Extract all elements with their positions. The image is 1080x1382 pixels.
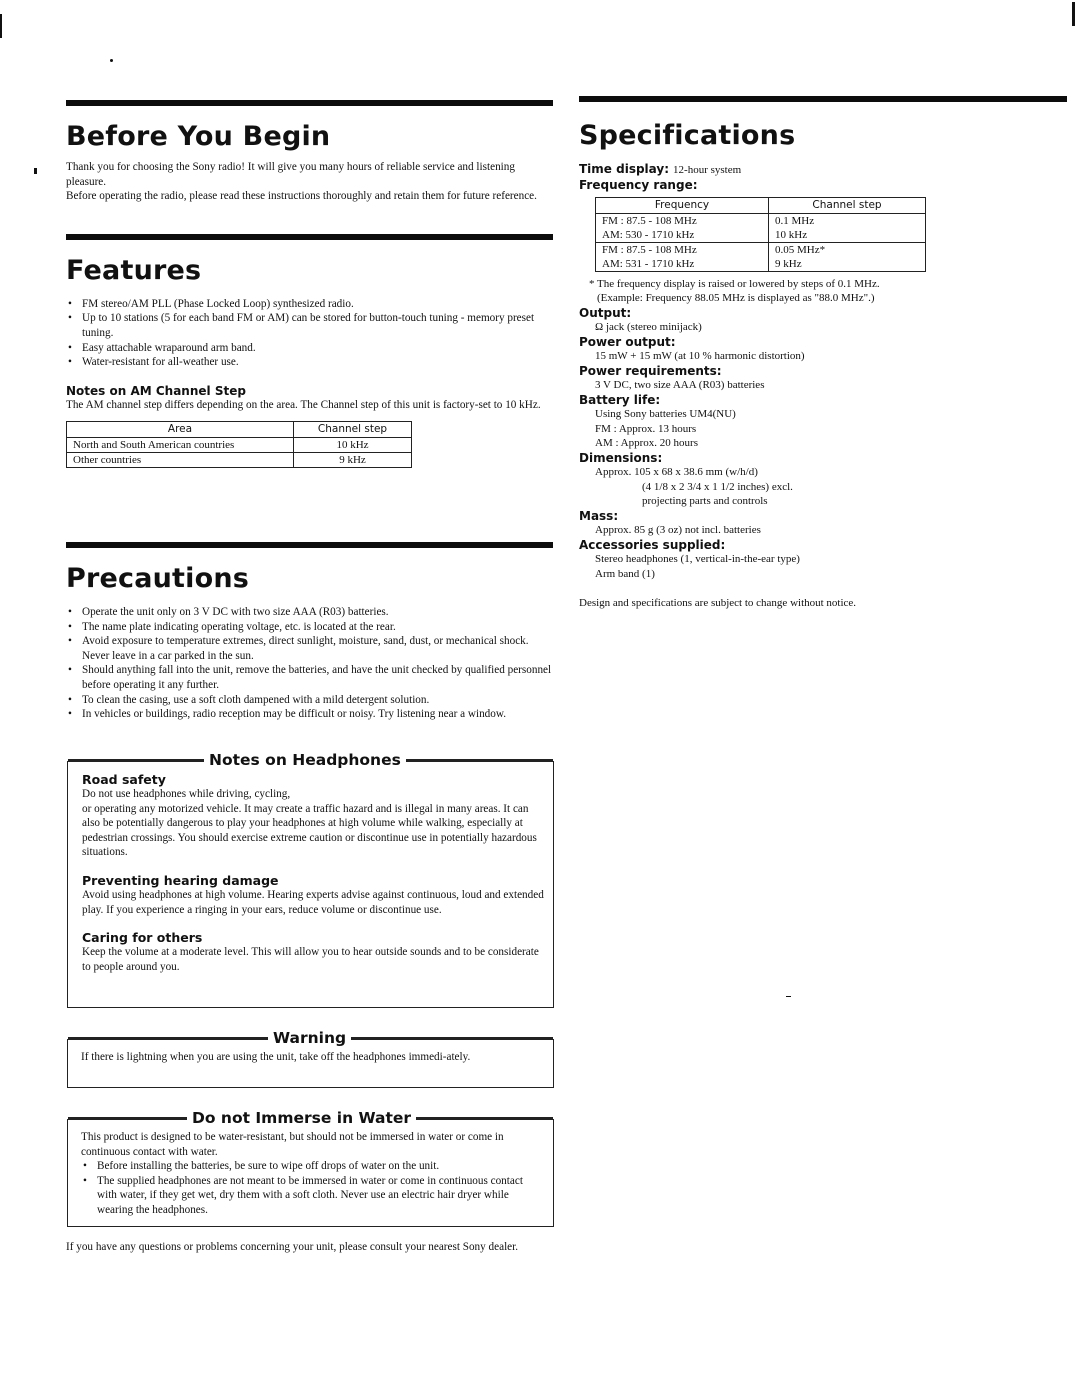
box-title-text: Notes on Headphones	[204, 751, 406, 769]
am-step-table	[66, 421, 412, 468]
footnote: * The frequency display is raised or lowered by steps of 0.1 MHz.	[589, 277, 880, 290]
list-item: • Up to 10 stations (5 for each band FM or AM) can be stored for button-touch tuning - memory preset tuning.	[66, 311, 553, 340]
table-cell: FM : 87.5 - 108 MHz	[602, 243, 697, 256]
section-title: Specifications	[579, 120, 796, 151]
table-row	[67, 453, 412, 468]
table-cell: AM: 530 - 1710 kHz	[602, 228, 695, 241]
table-cell: 0.1 MHz	[775, 214, 815, 227]
frequency-table	[595, 197, 926, 272]
subsection-heading: Preventing hearing damage	[82, 872, 279, 888]
warning-text: If there is lightning when you are using the unit, take off the headphones immedi-ately.	[81, 1051, 471, 1063]
table-header: Channel step	[294, 422, 412, 438]
list-item: • In vehicles or buildings, radio reception may be difficult or noisy. Try listening near a window.	[66, 707, 553, 722]
paragraph: Do not use headphones while driving, cycling,	[82, 788, 291, 800]
list-item: • The supplied headphones are not meant to be immersed in water or come in continuous contact with water, if they get wet, dry them with a soft cloth. Never use an electric hair dryer while wearing the headphones.	[81, 1174, 545, 1218]
scan-dot	[110, 59, 113, 62]
spec-value: 15 mW + 15 mW (at 10 % harmonic distortion)	[595, 350, 805, 363]
scan-mark-right	[1072, 2, 1075, 26]
spec-label: Mass:	[579, 508, 619, 523]
table-row	[596, 242, 926, 271]
table-cell: Other countries	[67, 453, 294, 468]
closing-paragraph: If you have any questions or problems concerning your unit, please consult your nearest Sony dealer.	[66, 1241, 519, 1253]
table-row	[67, 438, 412, 453]
list-item: • The name plate indicating operating voltage, etc. is located at the rear.	[66, 620, 553, 635]
spec-value: projecting parts and controls	[642, 495, 768, 508]
spec-label: Power output:	[579, 334, 676, 349]
spec-value: Approx. 85 g (3 oz) not incl. batteries	[595, 524, 761, 537]
headphones-notes-box	[67, 751, 554, 1008]
section-rule	[66, 542, 553, 548]
list-item: • To clean the casing, use a soft cloth dampened with a mild detergent solution.	[66, 693, 553, 708]
table-cell: 10 kHz	[775, 228, 808, 241]
list-item: • Operate the unit only on 3 V DC with two size AAA (R03) batteries.	[66, 605, 553, 620]
box-title	[68, 1109, 553, 1127]
spec-value: Arm band (1)	[595, 567, 655, 580]
table-header: Channel step	[769, 197, 926, 213]
table-cell: 0.05 MHz*	[775, 243, 826, 256]
spec-value: Approx. 105 x 68 x 38.6 mm (w/h/d)	[595, 466, 758, 479]
table-header: Area	[67, 422, 294, 438]
scan-mark-left	[0, 14, 2, 38]
spec-value: Stereo headphones (1, vertical-in-the-ear type)	[595, 553, 800, 566]
water-list	[81, 1159, 545, 1217]
left-column	[66, 100, 553, 721]
before-you-begin-section	[66, 100, 553, 204]
section-rule	[579, 96, 1067, 102]
table-cell: North and South American countries	[67, 438, 294, 453]
section-rule	[66, 100, 553, 106]
box-title	[68, 1029, 553, 1047]
spec-value: 3 V DC, two size AAA (R03) batteries	[595, 379, 765, 392]
table-cell: 9 kHz	[294, 453, 412, 468]
scan-dash	[786, 996, 791, 997]
subsection-heading: Road safety	[82, 772, 166, 787]
headphone-jack-icon: Ω	[595, 321, 604, 334]
section-title: Before You Begin	[66, 121, 331, 152]
footnote: (Example: Frequency 88.05 MHz is displayed as "88.0 MHz".)	[597, 292, 875, 305]
precautions-list	[66, 605, 553, 722]
warning-box	[67, 1029, 554, 1088]
spec-value: jack (stereo minijack)	[605, 321, 702, 334]
list-item: • Easy attachable wraparound arm band.	[66, 341, 553, 356]
table-cell: FM : 87.5 - 108 MHz	[602, 214, 697, 227]
list-item: • FM stereo/AM PLL (Phase Locked Loop) synthesized radio.	[66, 297, 553, 312]
spec-value: AM : Approx. 20 hours	[595, 437, 698, 450]
spec-value: Using Sony batteries UM4(NU)	[595, 408, 736, 421]
table-cell: 10 kHz	[294, 438, 412, 453]
am-step-paragraph: The AM channel step differs depending on the area. The Channel step of this unit is factory-set to 10 kHz.	[66, 398, 541, 411]
section-rule	[66, 234, 553, 240]
paragraph: Avoid using headphones at high volume. Hearing experts advise against continuous, loud and extended play. If you experience a ringing in your ears, reduce volume or discontinue use.	[82, 888, 544, 916]
features-list	[66, 297, 553, 370]
spec-label: Battery life:	[579, 392, 661, 407]
list-item: • Before installing the batteries, be sure to wipe off drops of water on the unit.	[81, 1159, 545, 1174]
spec-label: Accessories supplied:	[579, 537, 726, 552]
spec-label: Dimensions:	[579, 450, 663, 465]
box-title	[68, 751, 553, 769]
list-item: • Water-resistant for all-weather use.	[66, 355, 553, 370]
intro-paragraph: Thank you for choosing the Sony radio! It will give you many hours of reliable service and listening pleasure.	[66, 161, 515, 188]
list-item: • Avoid exposure to temperature extremes, direct sunlight, moisture, sand, dust, or mechanical shock. Never leave in a car parked in the sun.	[66, 634, 553, 663]
table-header: Frequency	[596, 197, 769, 213]
subsection-heading: Notes on AM Channel Step	[66, 383, 246, 398]
table-cell: AM: 531 - 1710 kHz	[602, 257, 695, 270]
list-item: • Should anything fall into the unit, remove the batteries, and have the unit checked by qualified personnel before operating it any further.	[66, 663, 553, 692]
spec-label: Time display:	[579, 162, 670, 176]
box-title-text: Do not Immerse in Water	[187, 1109, 416, 1127]
intro-paragraph: Before operating the radio, please read these instructions thoroughly and retain them for future reference.	[66, 190, 537, 203]
right-column	[579, 96, 1067, 611]
box-title-text: Warning	[268, 1029, 351, 1047]
water-text: This product is designed to be water-resistant, but should not be immersed in water or come in continuous contact with water.	[81, 1131, 504, 1158]
spec-label: Output:	[579, 305, 632, 320]
section-title: Features	[66, 254, 202, 286]
spec-label: Power requirements:	[579, 363, 722, 378]
subsection-heading: Caring for others	[82, 930, 203, 946]
disclaimer: Design and specifications are subject to change without notice.	[579, 597, 857, 610]
table-row	[596, 213, 926, 242]
spec-label: Frequency range:	[579, 178, 698, 192]
paragraph: or operating any motorized vehicle. It may create a traffic hazard and is illegal in many areas. It can also be potentially dangerous to play your headphones at high volume while walking, especially at pedestrian crossings. You should exercise extreme caution or discontinue use in potentially hazardous situations.	[82, 802, 537, 859]
spec-value: FM : Approx. 13 hours	[595, 422, 697, 435]
spec-value: (4 1/8 x 2 3/4 x 1 1/2 inches) excl.	[642, 480, 793, 493]
water-box	[67, 1109, 554, 1227]
table-cell: 9 kHz	[775, 257, 802, 270]
spec-value: 12-hour system	[673, 164, 742, 176]
precautions-section	[66, 542, 553, 722]
paragraph: Keep the volume at a moderate level. This will allow you to hear outside sounds and to be considerate to people around you.	[82, 946, 539, 973]
margin-mark	[34, 168, 37, 174]
features-section	[66, 234, 553, 469]
section-title: Precautions	[66, 563, 250, 594]
